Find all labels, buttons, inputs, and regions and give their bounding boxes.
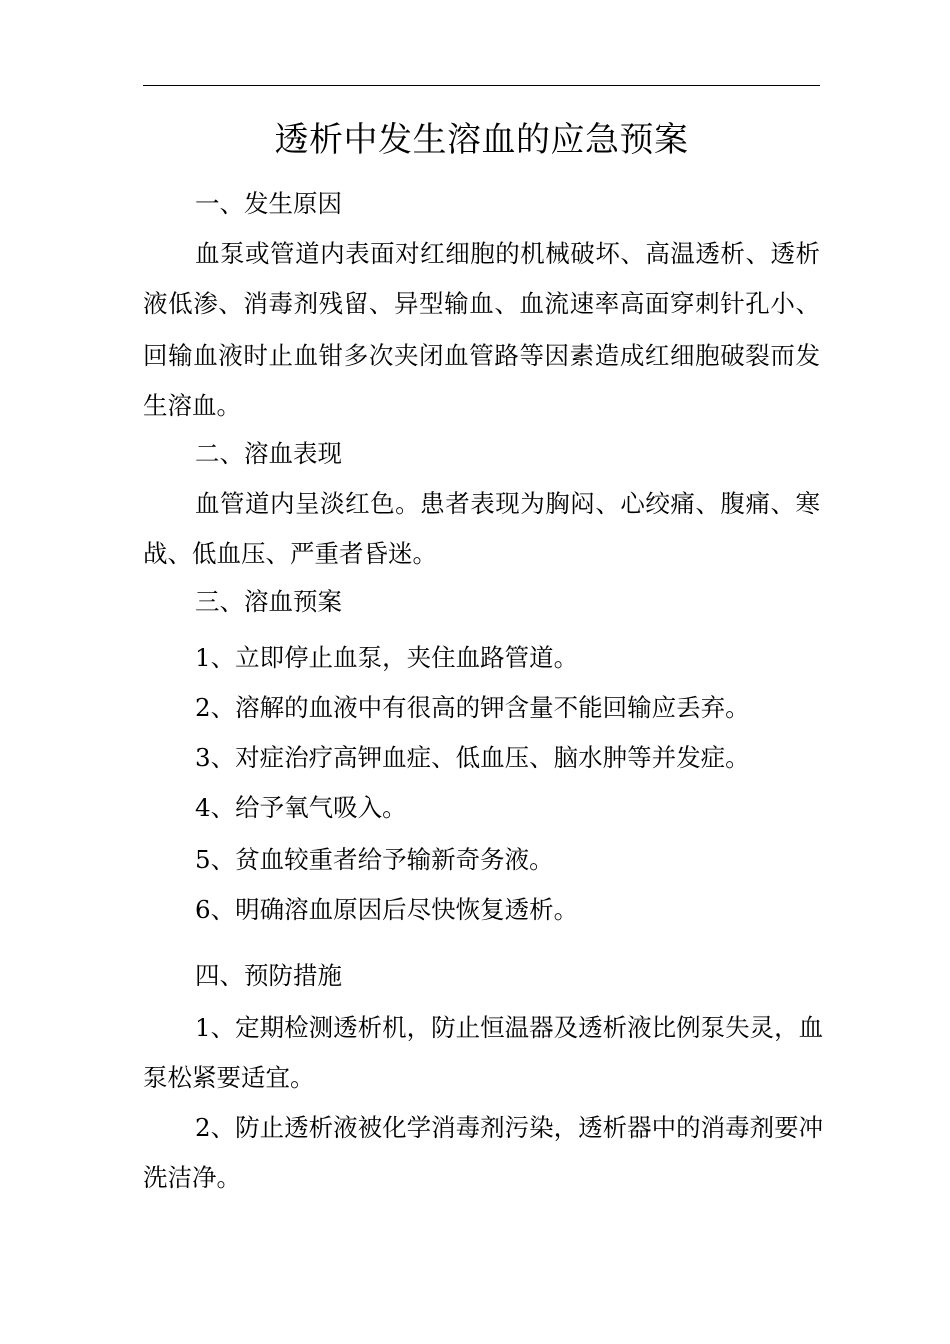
list-item: 4、给予氧气吸入。 [195, 793, 407, 822]
paragraph-line: 洗洁净。 [143, 1163, 241, 1192]
document-title: 透析中发生溶血的应急预案 [274, 120, 689, 160]
section-heading-plan: 三、溶血预案 [195, 587, 342, 616]
list-item: 5、贫血较重者给予输新奇务液。 [195, 845, 554, 874]
paragraph-line: 泵松紧要适宜。 [143, 1063, 315, 1092]
section-heading-prevention: 四、预防措施 [195, 961, 342, 990]
section-heading-causes: 一、发生原因 [195, 189, 342, 218]
paragraph-line: 血管道内呈淡红色。患者表现为胸闷、心绞痛、腹痛、寒 [195, 489, 820, 518]
paragraph-line: 生溶血。 [143, 391, 241, 420]
list-item: 2、防止透析液被化学消毒剂污染，透析器中的消毒剂要冲 [195, 1113, 824, 1142]
paragraph-line: 液低渗、消毒剂残留、异型输血、血流速率高面穿刺针孔小、 [143, 289, 820, 318]
list-item: 6、明确溶血原因后尽快恢复透析。 [195, 895, 579, 924]
paragraph-line: 战、低血压、严重者昏迷。 [143, 539, 437, 568]
paragraph-line: 回输血液时止血钳多次夹闭血管路等因素造成红细胞破裂而发 [143, 341, 820, 370]
list-item: 3、对症治疗高钾血症、低血压、脑水肿等并发症。 [195, 743, 750, 772]
list-item: 1、立即停止血泵，夹住血路管道。 [195, 643, 579, 672]
paragraph-line: 血泵或管道内表面对红细胞的机械破坏、高温透析、透析 [195, 239, 820, 268]
section-heading-symptoms: 二、溶血表现 [195, 439, 342, 468]
header-rule [143, 85, 820, 86]
list-item: 1、定期检测透析机，防止恒温器及透析液比例泵失灵，血 [195, 1013, 824, 1042]
list-item: 2、溶解的血液中有很高的钾含量不能回输应丢弃。 [195, 693, 750, 722]
